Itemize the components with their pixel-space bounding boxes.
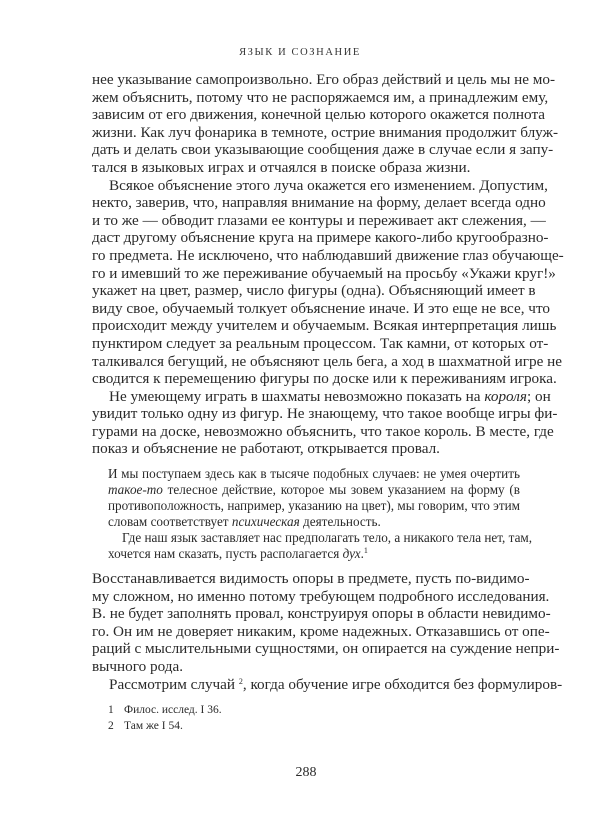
main-text-block-1 — [92, 71, 564, 458]
text-run: увидит только одну из фигур. Не знающему, что такое вообще игры фи- — [92, 405, 558, 423]
page-body — [92, 71, 564, 782]
text-run: го. Он им не доверяет никаким, кроме надежных. Отказавшись от опе- — [92, 622, 550, 640]
text-run: жем объяснить, потому что не распоряжаемся им, а принадлежим ему, — [92, 88, 549, 106]
text-run: Всякое объяснение этого луча окажется его изменением. Допустим, — [109, 176, 548, 194]
emphasis: дух — [342, 546, 361, 562]
text-run: некто, заверив, что, направляя внимание на форму, делает всегда одно — [92, 194, 546, 212]
text-line — [92, 246, 564, 265]
text-run: И мы поступаем здесь как в тысяче подобных случаев: не умея очертить — [108, 466, 520, 482]
text-run: сводится к перемещению фигуры по доске или к переживаниям игрока. — [92, 370, 557, 388]
page-number: 288 — [295, 765, 317, 781]
text-run: жизни. Как луч фонарика в темноте, острие внимания продолжит блуж- — [92, 123, 559, 141]
footnote — [108, 719, 520, 735]
text-run: вычного рода. — [92, 658, 183, 676]
text-line — [92, 317, 557, 335]
text-run: тался в языковых играх и отчаялся в поиске образа жизни. — [92, 158, 471, 176]
footnote-number: 2 — [108, 719, 114, 732]
text-line — [92, 334, 549, 353]
text-line — [92, 71, 555, 89]
text-line — [92, 141, 554, 159]
text-run: В. не будет заполнять провал, конструируя опоры в области невидимо- — [92, 605, 551, 623]
footnotes — [108, 703, 520, 734]
text-run: дать и делать свои указывающие сообщения даже в случае если я запу- — [92, 141, 554, 159]
text-run: нее указывание самопроизвольно. Его образ действий и цель мы не мо- — [92, 71, 555, 88]
text-line — [92, 282, 536, 300]
text-run: гурами на доске, невозможно объяснить, что такое король. В месте, где — [92, 422, 554, 440]
text-line — [92, 264, 556, 283]
emphasis: короля — [484, 387, 527, 405]
emphasis: такое-то — [108, 482, 163, 498]
text-line — [108, 498, 520, 514]
footnote-number: 1 — [108, 704, 114, 717]
text-run: Восстанавливается видимость опоры в предмете, пусть по-видимо- — [92, 570, 530, 588]
text-run: и то же — обводит глазами ее контуры и переживает акт слежения, — — [92, 211, 546, 229]
text-line — [108, 466, 520, 482]
text-line — [92, 422, 554, 441]
text-run: Не умеющему играть в шахматы невозможно показать на — [109, 387, 485, 405]
text-run: талкивался бегущий, не объясняют цель бега, а ход в шахматной игре не — [92, 352, 562, 370]
text-line — [92, 299, 550, 318]
text-line — [92, 352, 562, 371]
text-line — [108, 530, 533, 546]
text-run: словам соответствует — [108, 514, 232, 530]
text-run: телесное действие, которое мы зовем указанием на форму (в — [162, 482, 520, 498]
text-line — [92, 387, 551, 406]
text-line — [108, 482, 520, 498]
text-line — [92, 440, 520, 458]
text-run: му сложном, но именно потому требующем подробного исследования. — [92, 587, 550, 605]
text-run: , когда обучение игре обходится без формулиров- — [242, 675, 563, 693]
text-line — [92, 211, 546, 230]
text-run: противоположность, например, указанию на цвет), мы говорим, что этим — [108, 498, 520, 514]
text-run: . — [360, 546, 364, 562]
text-line — [108, 546, 520, 562]
text-line — [92, 176, 548, 195]
text-run: раций с мыслительными сущностями, он опирается на суждение непри- — [92, 640, 560, 658]
text-line — [92, 605, 551, 623]
text-run: виду свое, обучаемый толкует объяснение иначе. И это еще не все, что — [92, 299, 550, 317]
text-line — [92, 159, 520, 177]
main-text-block-2 — [92, 570, 563, 693]
text-run: Где наш язык заставляет нас предполагать тело, а никакого тела нет, там, — [122, 530, 533, 546]
text-line — [92, 675, 563, 694]
text-run: го и имевший то же переживание обучаемый на просьбу «Укажи круг!» — [92, 264, 556, 282]
footnote-ref: 2 — [238, 676, 243, 686]
text-line — [92, 229, 549, 247]
text-line — [92, 640, 560, 658]
running-head: ЯЗЫК И СОЗНАНИЕ — [239, 47, 361, 58]
text-line — [92, 123, 559, 142]
text-run: укажет на цвет, размер, число фигуры (одна). Объясняющий имеет в — [92, 282, 536, 300]
text-run: го предмета. Не исключено, что наблюдавший движение глаз обучающе- — [92, 246, 564, 264]
text-line — [108, 514, 520, 530]
block-quote — [108, 466, 533, 562]
text-run: пунктиром следует за реальным процессом. Так камни, от которых от- — [92, 334, 549, 352]
text-run: Рассмотрим случай — [109, 675, 239, 693]
text-run: показ и объяснение не работают, открывается провал. — [92, 440, 440, 458]
text-line — [92, 106, 546, 124]
footnote-text: Там же I 54. — [124, 719, 183, 732]
text-run: даст другому объяснение круга на примере какого-либо кругообразно- — [92, 229, 549, 247]
text-run: происходит между учителем и обучаемым. Всякая интерпретация лишь — [92, 317, 557, 335]
text-line — [92, 587, 550, 606]
footnote-ref: 1 — [363, 546, 368, 556]
text-line — [92, 194, 546, 212]
text-line — [92, 658, 520, 676]
text-run: деятельность. — [299, 514, 381, 530]
text-line — [92, 405, 558, 423]
footnote-text: Филос. исслед. I 36. — [124, 704, 222, 717]
text-line — [92, 370, 557, 388]
text-run: ; он — [526, 387, 551, 405]
text-line — [92, 88, 549, 107]
emphasis: психическая — [231, 514, 300, 530]
text-run: хочется нам сказать, пусть располагается — [108, 546, 343, 562]
text-run: зависим от его движения, конечной целью которого окажется полнота — [92, 106, 546, 124]
text-line — [92, 570, 530, 588]
text-line — [92, 622, 550, 641]
footnote — [108, 703, 520, 719]
